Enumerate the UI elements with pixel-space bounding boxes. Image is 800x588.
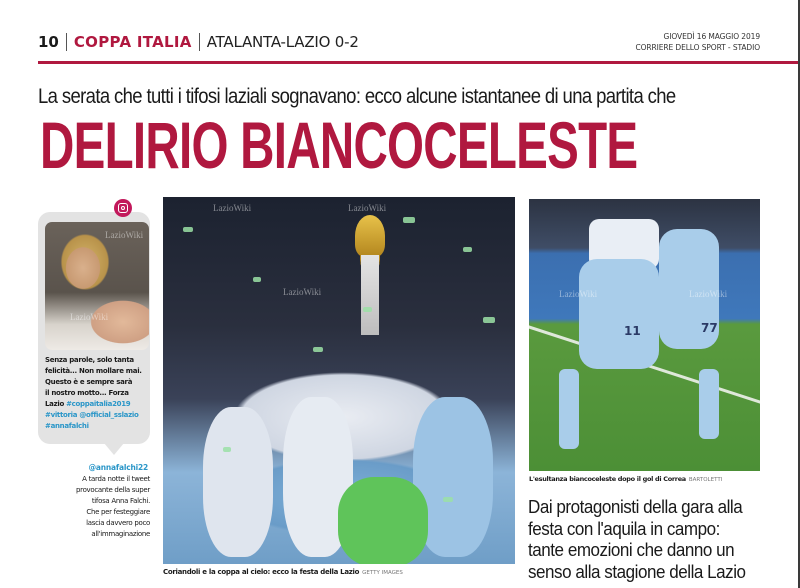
watermark: LazioWiki: [105, 230, 144, 240]
publication-name: CORRIERE DELLO SPORT - STADIO: [635, 43, 760, 52]
goalkeeper: [338, 477, 428, 564]
main-photo: [163, 197, 515, 564]
headline: DELIRIO BIANCOCELESTE: [40, 108, 638, 182]
tweet-photo: [45, 222, 149, 350]
watermark: LazioWiki: [348, 203, 387, 213]
photo-credit: BARTOLETTI: [688, 477, 723, 483]
goal-celebration-photo: [529, 199, 760, 471]
mention[interactable]: @official_sslazio: [79, 411, 139, 419]
trophy: [355, 215, 385, 257]
player: [203, 407, 273, 557]
tweet-text: Senza parole, solo tanta felicità... Non mollare mai. Questo è e sempre sarà il nostro motto... Forza Lazio #coppaitalia2019 #vittoria @official_sslazio #annafalchi: [45, 356, 142, 430]
watermark: LazioWiki: [283, 287, 322, 297]
match-result: ATALANTA-LAZIO 0-2: [206, 33, 359, 51]
instagram-icon: [114, 199, 132, 217]
side-note: A tarda notte il tweet provocante della super tifosa Anna Falchi. Che per festeggiare lascia davvero poco all'immaginazione: [76, 475, 150, 538]
watermark: LazioWiki: [70, 312, 109, 322]
dateline: [635, 31, 760, 53]
watermark: LazioWiki: [213, 203, 252, 213]
tweet-handle[interactable]: @annafalchi22: [88, 463, 148, 472]
header-separator: [199, 33, 200, 51]
hashtag[interactable]: #vittoria: [45, 411, 78, 419]
main-photo-caption: Coriandoli e la coppa al cielo: ecco la festa della Lazio GETTY IMAGES: [163, 568, 403, 576]
section-name: COPPA ITALIA: [73, 33, 192, 51]
header-separator: [66, 33, 67, 51]
page-number: 10: [38, 33, 59, 51]
standfirst: Dai protagonisti della gara alla festa con l'aquila in campo: tante emozioni che danno un senso alla stagione della Lazio: [528, 496, 746, 582]
shirt-number: 77: [701, 321, 718, 335]
photo-credit: GETTY IMAGES: [362, 570, 403, 576]
kicker: La serata che tutti i tifosi laziali sognavano: ecco alcune istantanee di una partita che: [38, 85, 676, 108]
goal-photo-caption: L'esultanza biancoceleste dopo il gol di Correa BARTOLETTI: [529, 475, 723, 483]
trophy-ribbons: [361, 255, 379, 335]
page-header: [38, 30, 359, 54]
player-11: [579, 259, 659, 369]
watermark: LazioWiki: [559, 289, 598, 299]
shirt-number: 11: [624, 324, 641, 338]
header-rule: [38, 61, 798, 64]
hashtag[interactable]: #annafalchi: [45, 422, 89, 430]
watermark: LazioWiki: [689, 289, 728, 299]
hashtag[interactable]: #coppaitalia2019: [66, 400, 131, 408]
tweet-bubble-tail: [104, 443, 124, 455]
issue-date: GIOVEDÌ 16 MAGGIO 2019: [663, 32, 760, 41]
